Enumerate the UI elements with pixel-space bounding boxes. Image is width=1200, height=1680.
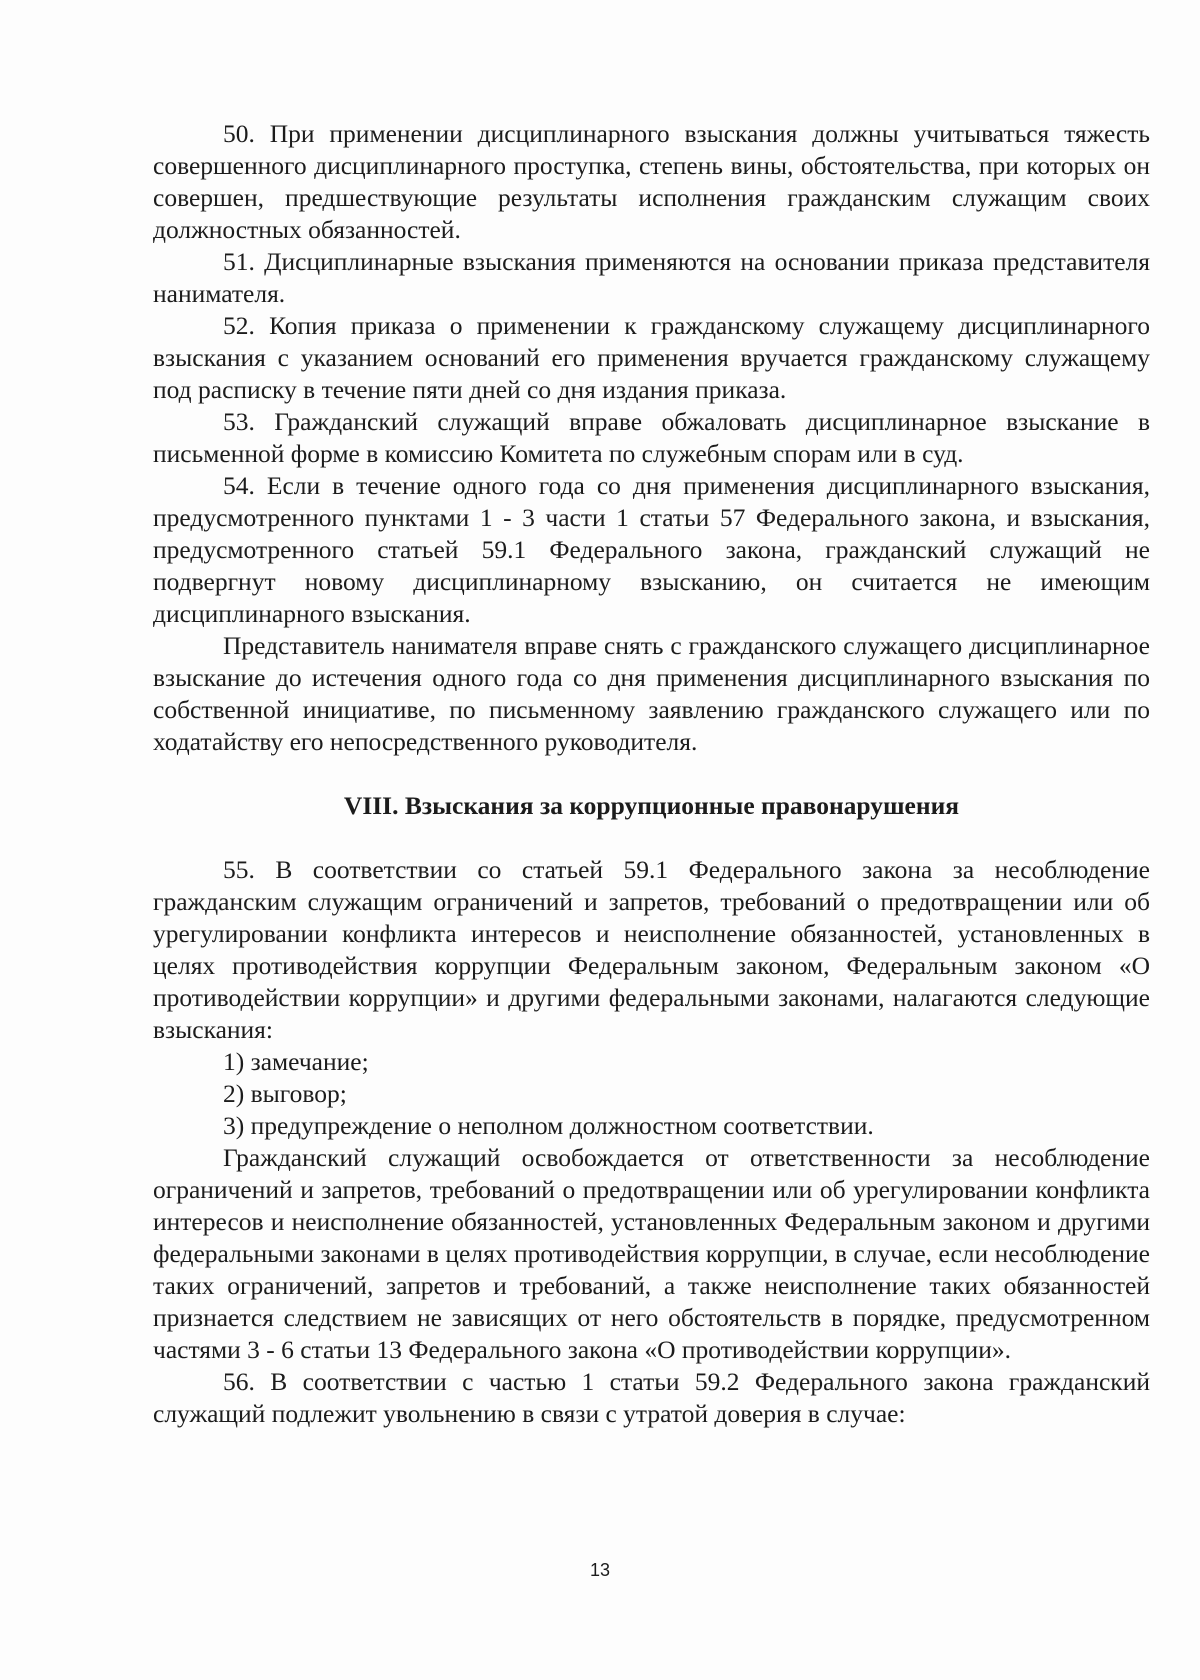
paragraph-51: 51. Дисциплинарные взыскания применяются на основании приказа представителя нанимателя. — [153, 247, 1150, 308]
paragraph-55: 55. В соответствии со статьей 59.1 Федерального закона за несоблюдение гражданским служащим ограничений и запретов, требований о предотвращении или об урегулировании конфликта интересов и неисполнение обязанностей, установленных в целях противодействия коррупции Федеральным законом, Федеральным законом «О противодействии коррупции» и другими федеральными законами, налагаются следующие взыскания: — [153, 855, 1150, 1044]
paragraph-54-continued: Представитель нанимателя вправе снять с гражданского служащего дисциплинарное взыскание до истечения одного года со дня применения дисциплинарного взыскания по собственной инициативе, по письменному заявлению гражданского служащего или по ходатайству его непосредственного руководителя. — [153, 631, 1150, 756]
paragraph-54: 54. Если в течение одного года со дня применения дисциплинарного взыскания, предусмотренного пунктами 1 - 3 части 1 статьи 57 Федерального закона, и взыскания, предусмотренного статьей 59.1 Федерального закона, гражданский служащий не подвергнут новому дисциплинарному взысканию, он считается не имеющим дисциплинарного взыскания. — [153, 471, 1150, 628]
list-item: 1) замечание; — [223, 1047, 369, 1076]
paragraph-50: 50. При применении дисциплинарного взыскания должны учитываться тяжесть совершенного дисциплинарного проступка, степень вины, обстоятельства, при которых он совершен, предшествующие результаты исполнения гражданским служащим своих должностных обязанностей. — [153, 119, 1150, 244]
paragraph-56: 56. В соответствии с частью 1 статьи 59.2 Федерального закона гражданский служащий подлежит увольнению в связи с утратой доверия в случае: — [153, 1367, 1150, 1428]
page-number: 13 — [589, 1560, 611, 1580]
paragraph-52: 52. Копия приказа о применении к гражданскому служащему дисциплинарного взыскания с указанием оснований его применения вручается гражданскому служащему под расписку в течение пяти дней со дня издания приказа. — [153, 311, 1150, 404]
paragraph-53: 53. Гражданский служащий вправе обжаловать дисциплинарное взыскание в письменной форме в комиссию Комитета по служебным спорам или в суд. — [153, 407, 1150, 468]
paragraph-55-continued: Гражданский служащий освобождается от ответственности за несоблюдение ограничений и запретов, требований о предотвращении или об урегулировании конфликта интересов и неисполнение обязанностей, установленных Федеральным законом и другими федеральными законами в целях противодействия коррупции, в случае, если несоблюдение таких ограничений, запретов и требований, а также неисполнение таких обязанностей признается следствием не зависящих от него обстоятельств в порядке, предусмотренном частями 3 - 6 статьи 13 Федерального закона «О противодействии коррупции». — [153, 1143, 1150, 1364]
document-body — [153, 118, 1150, 1430]
list-item: 3) предупреждение о неполном должностном соответствии. — [223, 1111, 874, 1140]
list-item: 2) выговор; — [223, 1079, 347, 1108]
section-heading: VIII. Взыскания за коррупционные правонарушения — [343, 791, 960, 820]
